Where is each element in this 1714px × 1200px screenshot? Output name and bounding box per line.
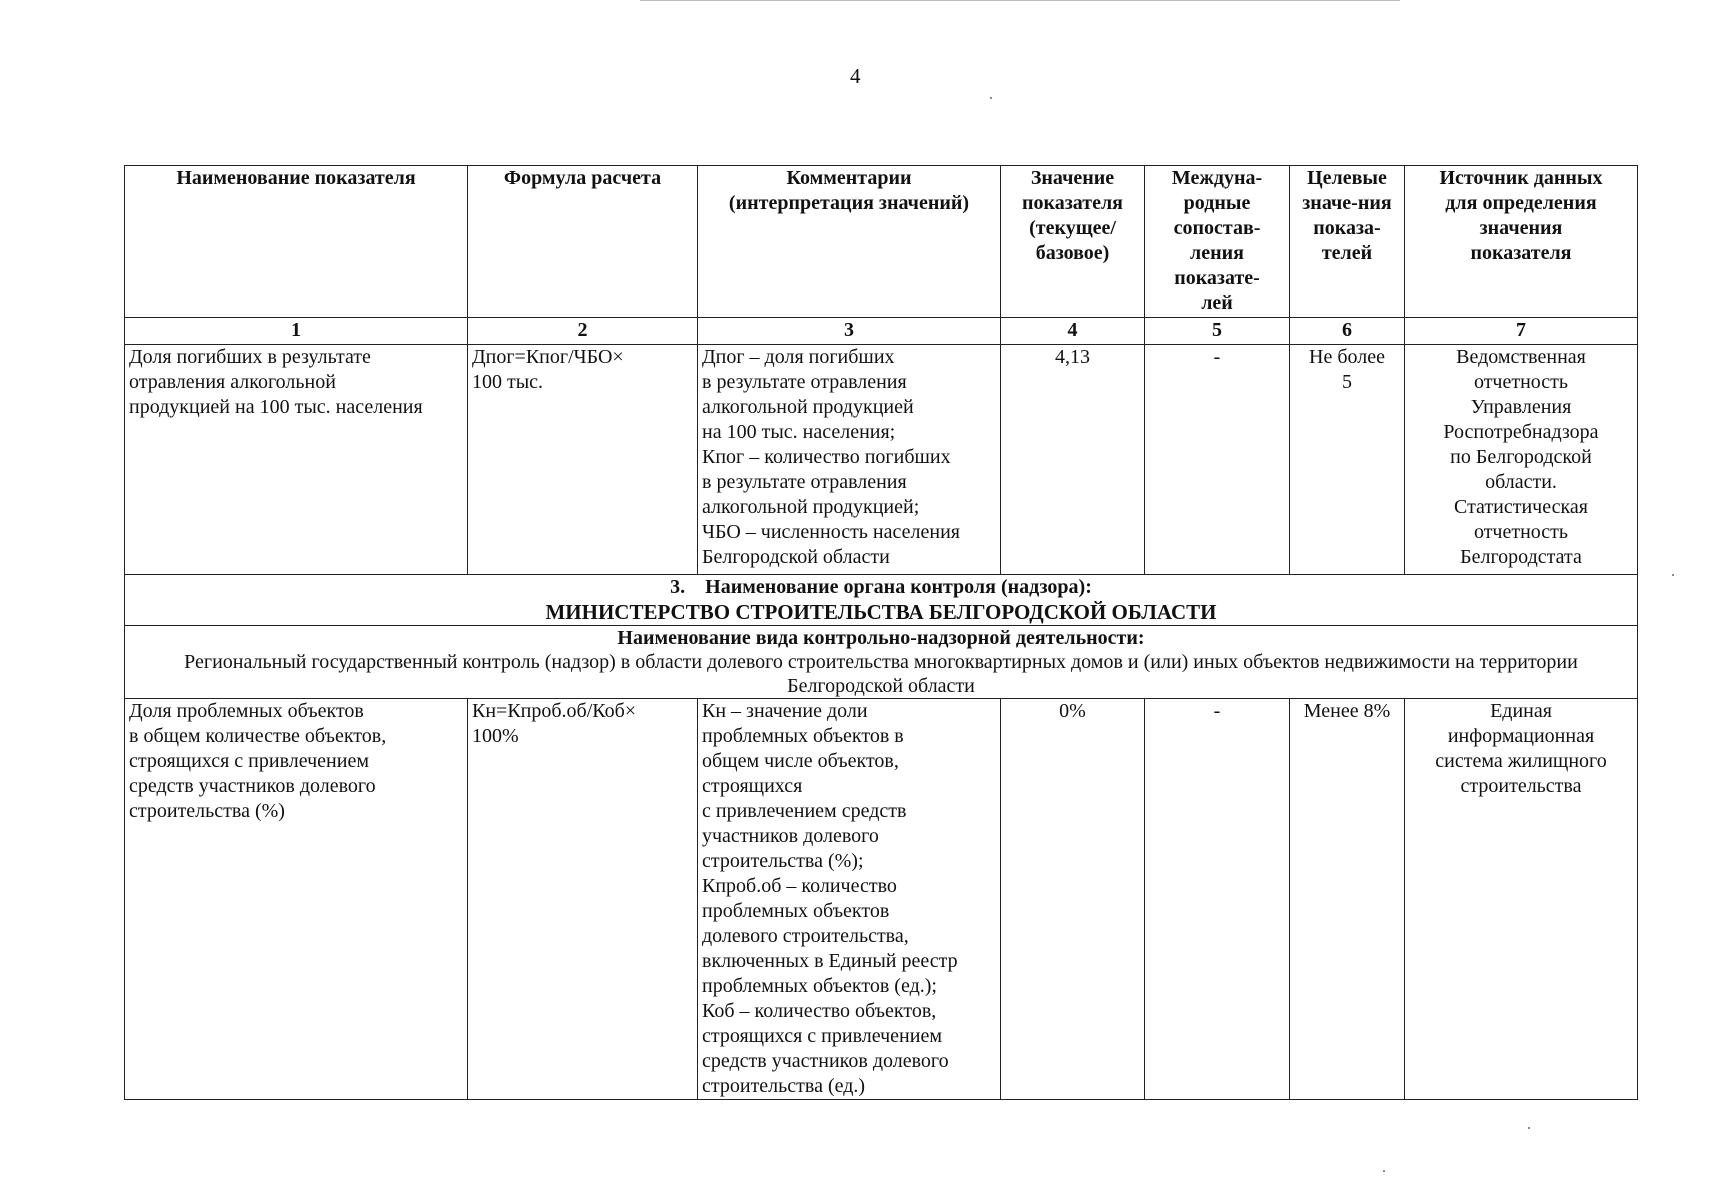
column-number: 7 <box>1405 318 1638 345</box>
column-number: 4 <box>1001 318 1145 345</box>
column-number: 1 <box>125 318 468 345</box>
section-title: 3. Наименование органа контроля (надзора): <box>670 576 1092 598</box>
indicator-target: Не более 5 <box>1290 345 1405 575</box>
column-number-row <box>125 318 1638 345</box>
indicators-table <box>124 165 1638 1100</box>
indicator-source: Ведомственная отчетность Управления Роспотребнадзора по Белгородской области. Статистическая отчетность Белгородстата <box>1405 345 1638 575</box>
indicator-target: Менее 8% <box>1290 699 1405 1100</box>
indicator-international: - <box>1145 345 1290 575</box>
column-number: 2 <box>468 318 698 345</box>
header-comments: Комментарии (интерпретация значений) <box>698 166 1001 318</box>
scan-speck <box>1672 574 1674 576</box>
table-row <box>125 345 1638 575</box>
table-row <box>125 699 1638 1100</box>
section-heading-row <box>125 575 1638 626</box>
indicator-source: Единая информационная система жилищного строительства <box>1405 699 1638 1100</box>
column-number: 5 <box>1145 318 1290 345</box>
page-number: 4 <box>850 64 861 88</box>
header-target: Целевые значе-ния показа- телей <box>1290 166 1405 318</box>
column-number: 6 <box>1290 318 1405 345</box>
section-heading <box>125 575 1638 626</box>
indicator-formula: Кн=Кпроб.об/Коб× 100% <box>468 699 698 1100</box>
indicator-name: Доля погибших в результате отравления алкогольной продукцией на 100 тыс. населения <box>125 345 468 575</box>
activity-kind-text: Региональный государственный контроль (надзор) в области долевого строительства многоквартирных домов и (или) иных объектов недвижимости на территории Белгородской области <box>184 651 1578 697</box>
indicator-formula: Дпог=Кпог/ЧБО× 100 тыс. <box>468 345 698 575</box>
indicator-value: 4,13 <box>1001 345 1145 575</box>
section-authority-name: МИНИСТЕРСТВО СТРОИТЕЛЬСТВА БЕЛГОРОДСКОЙ ОБЛАСТИ <box>545 600 1217 624</box>
indicator-comment: Дпог – доля погибших в результате отравления алкогольной продукцией на 100 тыс. населения; Кпог – количество погибших в результате отравления алкогольной продукцией; ЧБО – численность населения Белгородской области <box>698 345 1001 575</box>
scan-speck <box>1528 1127 1530 1129</box>
scan-speck <box>1383 1170 1385 1172</box>
header-row <box>125 166 1638 318</box>
header-formula: Формула расчета <box>468 166 698 318</box>
indicator-value: 0% <box>1001 699 1145 1100</box>
header-value: Значение показателя (текущее/ базовое) <box>1001 166 1145 318</box>
header-indicator-name: Наименование показателя <box>125 166 468 318</box>
scan-edge-line <box>640 0 1400 1</box>
activity-kind <box>125 626 1638 699</box>
indicator-name: Доля проблемных объектов в общем количестве объектов, строящихся с привлечением средств участников долевого строительства (%) <box>125 699 468 1100</box>
indicator-comment: Кн – значение доли проблемных объектов в общем числе объектов, строящихся с привлечением средств участников долевого строительства (%); Кпроб.об – количество проблемных объектов долевого строительства, включенных в Единый реестр проблемных объектов (ед.); Коб – количество объектов, строящихся с привлечением средств участников долевого строительства (ед.) <box>698 699 1001 1100</box>
scan-speck <box>990 97 992 99</box>
indicator-international: - <box>1145 699 1290 1100</box>
header-source: Источник данных для определения значения показателя <box>1405 166 1638 318</box>
column-number: 3 <box>698 318 1001 345</box>
activity-kind-row <box>125 626 1638 699</box>
activity-kind-title: Наименование вида контрольно-надзорной деятельности: <box>617 627 1145 649</box>
header-international: Междуна- родные сопостав- ления показате- лей <box>1145 166 1290 318</box>
